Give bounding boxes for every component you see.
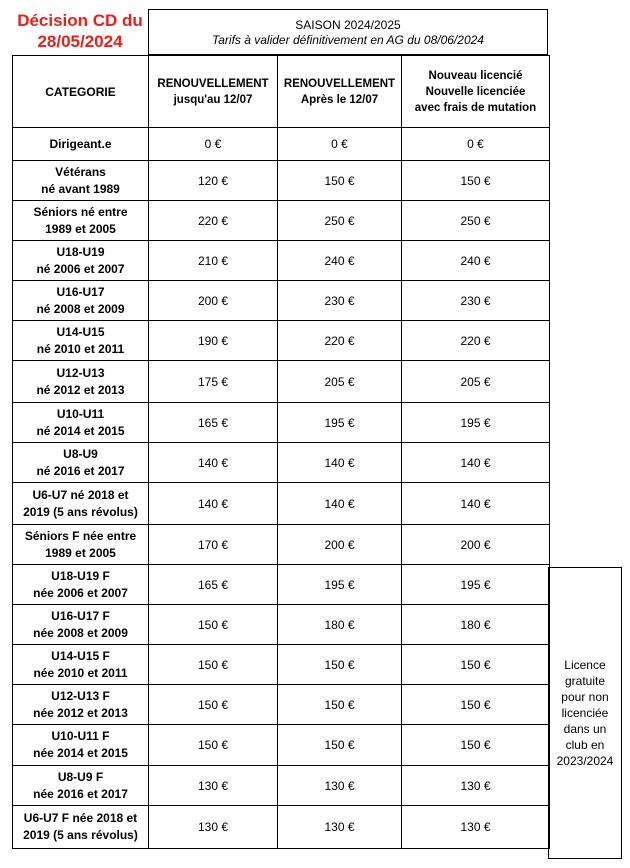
table-row bbox=[13, 483, 550, 525]
category-line: Vétérans bbox=[55, 164, 106, 179]
price-renewal-after: 250 € bbox=[278, 201, 402, 241]
price-new-member: 150 € bbox=[402, 161, 550, 201]
header-renewal-after-line: Après le 12/07 bbox=[300, 93, 379, 106]
price-renewal-after: 150 € bbox=[278, 685, 402, 725]
header-renewal-before-line: jusqu'au 12/07 bbox=[173, 93, 253, 106]
tariff-table bbox=[12, 55, 550, 849]
category-line: née 2016 et 2017 bbox=[33, 786, 128, 801]
table-row bbox=[13, 806, 550, 849]
header-new-member-line: Nouvelle licenciée bbox=[425, 85, 526, 98]
category-line: née 2008 et 2009 bbox=[33, 625, 128, 640]
note-line: pour non bbox=[561, 690, 609, 704]
price-new-member: 205 € bbox=[402, 361, 550, 403]
price-renewal-before: 175 € bbox=[149, 361, 278, 403]
header-new-member-line: Nouveau licencié bbox=[428, 69, 523, 82]
price-new-member: 0 € bbox=[402, 128, 550, 161]
category-line: né 2014 et 2015 bbox=[36, 423, 125, 438]
price-renewal-after: 220 € bbox=[278, 321, 402, 361]
category-line: née 2010 et 2011 bbox=[33, 665, 128, 680]
header-new-member bbox=[402, 56, 550, 128]
price-renewal-after: 150 € bbox=[278, 725, 402, 766]
category-line: né 2016 et 2017 bbox=[36, 463, 125, 478]
category-cell bbox=[13, 321, 149, 361]
price-new-member: 200 € bbox=[402, 525, 550, 565]
price-new-member: 230 € bbox=[402, 281, 550, 321]
price-new-member: 195 € bbox=[402, 403, 550, 443]
price-renewal-before: 150 € bbox=[149, 685, 278, 725]
price-renewal-before: 165 € bbox=[149, 403, 278, 443]
price-new-member: 250 € bbox=[402, 201, 550, 241]
table-row bbox=[13, 128, 550, 161]
category-cell bbox=[13, 128, 149, 161]
price-renewal-before: 210 € bbox=[149, 241, 278, 281]
price-new-member: 195 € bbox=[402, 565, 550, 605]
table-row bbox=[13, 361, 550, 403]
decision-line-1: Décision CD du bbox=[17, 11, 143, 30]
price-renewal-before: 130 € bbox=[149, 806, 278, 849]
price-renewal-after: 140 € bbox=[278, 483, 402, 525]
price-renewal-after: 150 € bbox=[278, 161, 402, 201]
header-renewal-before bbox=[149, 56, 278, 128]
price-renewal-after: 205 € bbox=[278, 361, 402, 403]
category-line: né 2008 et 2009 bbox=[36, 301, 125, 316]
price-new-member: 130 € bbox=[402, 806, 550, 849]
category-line: U6-U7 F née 2018 et bbox=[23, 811, 138, 825]
price-renewal-before: 120 € bbox=[149, 161, 278, 201]
note-line: licenciée bbox=[561, 706, 609, 720]
category-line: U16-U17 bbox=[56, 284, 105, 299]
category-cell bbox=[13, 161, 149, 201]
category-cell bbox=[13, 483, 149, 525]
price-new-member: 150 € bbox=[402, 725, 550, 766]
price-renewal-before: 140 € bbox=[149, 483, 278, 525]
category-line: née 2006 et 2007 bbox=[33, 585, 128, 600]
table-row bbox=[13, 281, 550, 321]
header-row bbox=[13, 56, 550, 128]
price-renewal-after: 130 € bbox=[278, 766, 402, 806]
category-line: U8-U9 bbox=[63, 446, 98, 461]
category-line: né avant 1989 bbox=[41, 181, 120, 196]
price-renewal-after: 195 € bbox=[278, 565, 402, 605]
price-renewal-after: 0 € bbox=[278, 128, 402, 161]
price-renewal-after: 240 € bbox=[278, 241, 402, 281]
price-new-member: 240 € bbox=[402, 241, 550, 281]
category-line: Séniors né entre bbox=[33, 204, 128, 219]
category-line: U16-U17 F bbox=[51, 608, 110, 623]
price-renewal-after: 230 € bbox=[278, 281, 402, 321]
price-new-member: 150 € bbox=[402, 685, 550, 725]
table-row bbox=[13, 565, 550, 605]
season-title: SAISON 2024/2025 bbox=[295, 18, 401, 32]
category-line: U12-U13 bbox=[56, 365, 105, 380]
category-cell bbox=[13, 525, 149, 565]
price-renewal-before: 150 € bbox=[149, 605, 278, 645]
table-row bbox=[13, 321, 550, 361]
category-cell bbox=[13, 725, 149, 766]
price-renewal-after: 180 € bbox=[278, 605, 402, 645]
season-subtitle: Tarifs à valider définitivement en AG du 08/06/2024 bbox=[212, 33, 484, 47]
category-line: né 2010 et 2011 bbox=[36, 341, 125, 356]
header-renewal-after bbox=[278, 56, 402, 128]
table-row bbox=[13, 525, 550, 565]
price-renewal-before: 150 € bbox=[149, 645, 278, 685]
table-row bbox=[13, 241, 550, 281]
category-cell bbox=[13, 685, 149, 725]
table-row bbox=[13, 443, 550, 483]
category-cell bbox=[13, 766, 149, 806]
price-new-member: 220 € bbox=[402, 321, 550, 361]
category-cell bbox=[13, 403, 149, 443]
category-line: 2019 (5 ans révolus) bbox=[23, 504, 138, 519]
table-row bbox=[13, 161, 550, 201]
category-line: U10-U11 bbox=[56, 406, 105, 421]
category-line: U18-U19 F bbox=[51, 568, 110, 583]
note-line: gratuite bbox=[564, 674, 605, 688]
category-line: U14-U15 bbox=[56, 324, 105, 339]
price-renewal-before: 130 € bbox=[149, 766, 278, 806]
header-renewal-before-line: RENOUVELLEMENT bbox=[157, 77, 269, 90]
table-row bbox=[13, 403, 550, 443]
category-line: Dirigeant.e bbox=[49, 136, 112, 151]
table-row bbox=[13, 725, 550, 766]
category-line: née 2014 et 2015 bbox=[33, 746, 128, 760]
price-renewal-after: 150 € bbox=[278, 645, 402, 685]
price-renewal-after: 130 € bbox=[278, 806, 402, 849]
price-renewal-after: 200 € bbox=[278, 525, 402, 565]
category-line: U14-U15 F bbox=[51, 648, 110, 663]
price-renewal-before: 200 € bbox=[149, 281, 278, 321]
category-line: 2019 (5 ans révolus) bbox=[23, 828, 138, 842]
price-renewal-before: 140 € bbox=[149, 443, 278, 483]
category-line: née 2012 et 2013 bbox=[33, 705, 128, 720]
header-categorie: CATEGORIE bbox=[13, 56, 149, 128]
category-cell bbox=[13, 565, 149, 605]
header-new-member-line: avec frais de mutation bbox=[414, 101, 537, 114]
price-renewal-before: 150 € bbox=[149, 725, 278, 766]
category-cell bbox=[13, 645, 149, 685]
price-renewal-before: 190 € bbox=[149, 321, 278, 361]
category-cell bbox=[13, 361, 149, 403]
table-row bbox=[13, 766, 550, 806]
category-cell bbox=[13, 806, 149, 849]
price-new-member: 140 € bbox=[402, 443, 550, 483]
table-row bbox=[13, 605, 550, 645]
price-new-member: 180 € bbox=[402, 605, 550, 645]
category-line: U10-U11 F bbox=[51, 729, 110, 743]
category-line: né 2006 et 2007 bbox=[36, 261, 125, 276]
price-renewal-before: 170 € bbox=[149, 525, 278, 565]
price-renewal-after: 140 € bbox=[278, 443, 402, 483]
category-line: U12-U13 F bbox=[51, 688, 110, 703]
table-row bbox=[13, 645, 550, 685]
price-new-member: 140 € bbox=[402, 483, 550, 525]
category-cell bbox=[13, 443, 149, 483]
price-renewal-before: 220 € bbox=[149, 201, 278, 241]
category-line: U8-U9 F bbox=[57, 769, 104, 784]
price-new-member: 130 € bbox=[402, 766, 550, 806]
table-row bbox=[13, 685, 550, 725]
table-row bbox=[13, 201, 550, 241]
free-license-note bbox=[548, 567, 622, 859]
category-cell bbox=[13, 201, 149, 241]
category-line: U18-U19 bbox=[56, 244, 105, 259]
note-line: 2023/2024 bbox=[556, 754, 614, 768]
price-new-member: 150 € bbox=[402, 645, 550, 685]
note-line: Licence bbox=[564, 658, 606, 672]
category-cell bbox=[13, 241, 149, 281]
category-line: Séniors F née entre bbox=[24, 528, 137, 543]
price-renewal-after: 195 € bbox=[278, 403, 402, 443]
category-line: 1989 et 2005 bbox=[45, 545, 116, 560]
header-renewal-after-line: RENOUVELLEMENT bbox=[283, 77, 396, 90]
decision-line-2: 28/05/2024 bbox=[37, 32, 123, 51]
category-line: U6-U7 né 2018 et bbox=[32, 487, 129, 502]
category-cell bbox=[13, 281, 149, 321]
season-header bbox=[148, 9, 548, 55]
category-cell bbox=[13, 605, 149, 645]
note-line: dans un bbox=[563, 722, 607, 736]
category-line: 1989 et 2005 bbox=[45, 221, 116, 236]
price-renewal-before: 165 € bbox=[149, 565, 278, 605]
category-line: né 2012 et 2013 bbox=[36, 382, 125, 397]
free-license-note-text bbox=[557, 657, 614, 769]
decision-title bbox=[12, 10, 148, 52]
price-renewal-before: 0 € bbox=[149, 128, 278, 161]
note-line: club en bbox=[565, 738, 605, 752]
